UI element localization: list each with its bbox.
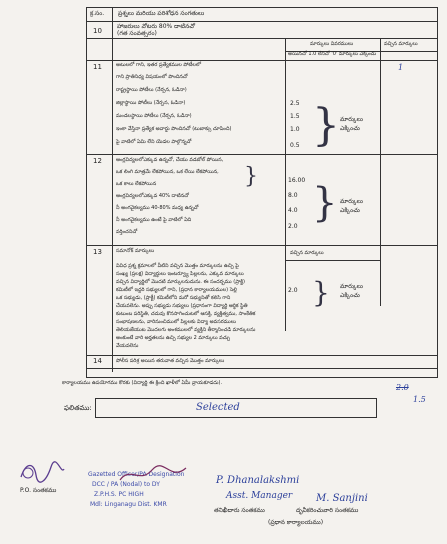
- row13-line: అంకుంటే వారి అర్హతలను ఉచ్చి సభ్యుల 2 మార్కులు వచ్చు: [116, 335, 231, 341]
- row11-marks-label: మార్కులు: [340, 116, 363, 123]
- po-signature-label: P.O. సంతకము: [20, 487, 57, 494]
- row12-value: 2.0: [288, 223, 298, 230]
- office-use-note: కార్యాలయము ఉపయోగము కొరకు (విద్యార్థి ఈ క్రింది ఖాళీలో ఏమీ వ్రాయకూడదు).: [62, 380, 223, 386]
- row11-value: 2.5: [290, 100, 300, 107]
- row11-line: రాష్ట్రస్థాయి పోటీలు (నేర్పన, ఓడినా): [116, 87, 187, 93]
- curly-brace-icon: }: [244, 164, 258, 189]
- stamp-line: Z.P.H.S. PC HIGH: [94, 491, 144, 498]
- curly-brace-icon: }: [312, 180, 338, 226]
- row13-line: ఒక సభ్యుడు, (ప్రాక్టీ) కమిటీలోని మరో సభ్యునితో కలిసి గాని: [116, 295, 231, 301]
- col-divider: [285, 38, 286, 331]
- row12-value: 16.00: [288, 177, 306, 184]
- row11-line: జిల్లాస్థాయి పోటీలు (నేర్పన, ఓడినా): [116, 100, 186, 106]
- row11-line: మండలస్థాయి పోటీలు (నేర్పన, ఓడినా): [116, 113, 192, 119]
- row-divider: [86, 154, 438, 155]
- row12-line: వర్తించనిచో: [116, 229, 138, 235]
- row11-value: 0.5: [290, 142, 300, 149]
- po-signature-icon: [16, 457, 66, 487]
- row11-marks-label: ఎక్కించు: [340, 125, 360, 132]
- row13-number: 13: [93, 248, 102, 256]
- row14-text: పోలీస పరిశ్ర అయిన తరువాత వచ్చిన మొత్తం మార్కులు: [116, 358, 225, 364]
- result-label: ఫలితము:: [64, 404, 92, 412]
- row10-obtained-value: 1: [398, 63, 404, 72]
- row12-line: ఆంగ్లవిద్యలలోఎక్కువ ఉన్నచో, చేయు వడబోల్ పోయిన,: [116, 157, 224, 163]
- row-divider: [86, 368, 438, 369]
- row10-text2: (గత సంవత్సరం): [117, 30, 157, 37]
- total-struck-value: 2.0: [396, 383, 409, 392]
- header-sno: క్ర.సం.: [90, 10, 105, 17]
- marks-details-header: మార్కులు వివరములు: [310, 41, 354, 47]
- row12-line: ఒక లింగి మాత్రమే లేకపోయిన, ఒక లేయి లేకపోయిన,: [116, 169, 219, 175]
- row13-line: సంఖ్య (ప్రలక్ష) విద్యార్థులు ఇంటర్వ్యూ పిల్లలను, ఎక్కువ మార్కులు: [116, 271, 244, 277]
- header-questions: ప్రశ్నలు మరియు పరిశోధన సంగతులు: [118, 10, 205, 17]
- row11-line: పై వాటిలో ఏమి లేని యెడల పాల్గొన్నచో: [116, 139, 192, 145]
- row12-marks-label: మార్కులు: [340, 198, 363, 205]
- row13-line: తెలియజేయుట మొదలగు అంశములలో వ్యక్తిని తీర్మానించడి మార్కులను: [116, 327, 256, 333]
- stamp-signature-icon: [118, 462, 188, 488]
- head-office-label: (ప్రధాన కార్యాలయము): [268, 519, 324, 526]
- total-value: 1.5: [413, 395, 426, 404]
- row13-marks-label: ఎక్కించు: [340, 292, 360, 299]
- row11-value: 1.0: [290, 126, 300, 133]
- row12-line: నీ అంగవైకల్యము 40-80% మధ్య ఉన్నచో: [116, 205, 199, 211]
- row13-value: 2.0: [288, 287, 298, 294]
- row10-text: హాజరులు వోటరు 80% దాటినచో: [117, 23, 195, 30]
- obtained-marks-header: వచ్చిన మార్కులు: [384, 41, 418, 47]
- row13-line: వచ్చిన విద్యార్థిలో మొదటి మార్కులనుదును. ఈ సందర్భము (ప్రాక్టి): [116, 279, 245, 285]
- row-divider: [285, 260, 380, 261]
- row13-line: వేయవలెను: [116, 343, 139, 349]
- row13-title: సమానోక్ మార్కులు: [116, 248, 155, 254]
- row13-marks-label: మార్కులు: [340, 283, 363, 290]
- inspector-signature-label: తనిఖీదారు సంతకము: [214, 507, 265, 514]
- row13-obtained-header: వచ్చిన మార్కులు: [290, 250, 324, 256]
- result-value: Selected: [196, 402, 240, 413]
- row-divider: [86, 60, 438, 61]
- curly-brace-icon: }: [312, 100, 340, 151]
- verifier-signature-label: దృవీకరించువారి సంతకము: [296, 507, 359, 514]
- row-divider: [86, 245, 438, 246]
- stamp-line: DCC / PA (Nodal) to DY: [92, 481, 160, 488]
- col-divider: [380, 38, 381, 306]
- inspector-role: Asst. Manager: [226, 491, 293, 501]
- row11-line: గాని ప్రాతినిధ్య విషయంలో పొందినచో: [116, 74, 188, 80]
- row-divider: [86, 38, 438, 39]
- row12-number: 12: [93, 157, 102, 165]
- row12-line: ఆంగ్లవిద్యలలోఎక్కువ 40% దాటినచో: [116, 193, 189, 199]
- row13-line: వివిధ ప్రశ్న క్రమాలలో వీటిని వచ్చిన మొత్తం మార్కులను ఉచ్చి పై: [116, 263, 239, 269]
- result-box: [95, 398, 377, 418]
- row12-value: 8.0: [288, 192, 298, 199]
- row13-line: చేయవలెను. అప్పు సభ్యుడు సభ్యులు (ప్రధానంగా విద్యార్థి ఆర్థిక స్థితి: [116, 303, 248, 309]
- row11-line: అటులలో గాని, ఇతర ప్రత్యేకముల పోటీలలో: [116, 62, 202, 68]
- inspector-name: P. Dhanalakshmi: [216, 475, 300, 486]
- row13-line: కమిటీలో ఇద్దరి సభ్యులలో గాని, (ప్రధాన కార్యాలయముల) సెల్లి: [116, 287, 237, 293]
- stamp-line: Mdl: Linganagu Dist. KMR: [90, 501, 167, 508]
- verifier-name: M. Sanjini: [316, 493, 368, 504]
- row-divider: [86, 355, 438, 356]
- row13-line: కుటుంబ పరిస్థితి, చదువు కొనసాగించుటలో ఆసక్తి, వ్యక్తిత్వము, సాంకేతిక: [116, 311, 256, 317]
- row-divider: [86, 21, 438, 22]
- row11-line: ఇంకా వేస్తినా ప్రత్యేక అవార్డు పొందినచో (టుబాక్సు చూపింది): [116, 126, 232, 132]
- row12-line: నీ అంగవైకల్యము ఉంటే పై వాటిలో ఏది: [116, 217, 192, 223]
- row10-marks-note: అయినచో 1.0 లేనిచో '0' మార్కులు ఎక్కించు: [288, 51, 377, 57]
- curly-brace-icon: }: [312, 276, 330, 309]
- row13-line: సంభాషణలను, వారినుంచిములో పిల్లలకు విద్యా అవసరములు: [116, 319, 237, 325]
- row10-number: 10: [93, 27, 102, 35]
- row12-value: 4.0: [288, 207, 298, 214]
- row11-value: 1.5: [290, 113, 300, 120]
- row11-number: 11: [93, 63, 102, 71]
- row12-marks-label: ఎక్కించు: [340, 207, 360, 214]
- stamp-line: Gazetted Officer/PA Designation: [88, 471, 185, 478]
- row12-line: ఒక కాలు లేకపోయిన: [116, 181, 157, 187]
- row14-number: 14: [93, 357, 102, 365]
- col-divider: [112, 7, 113, 372]
